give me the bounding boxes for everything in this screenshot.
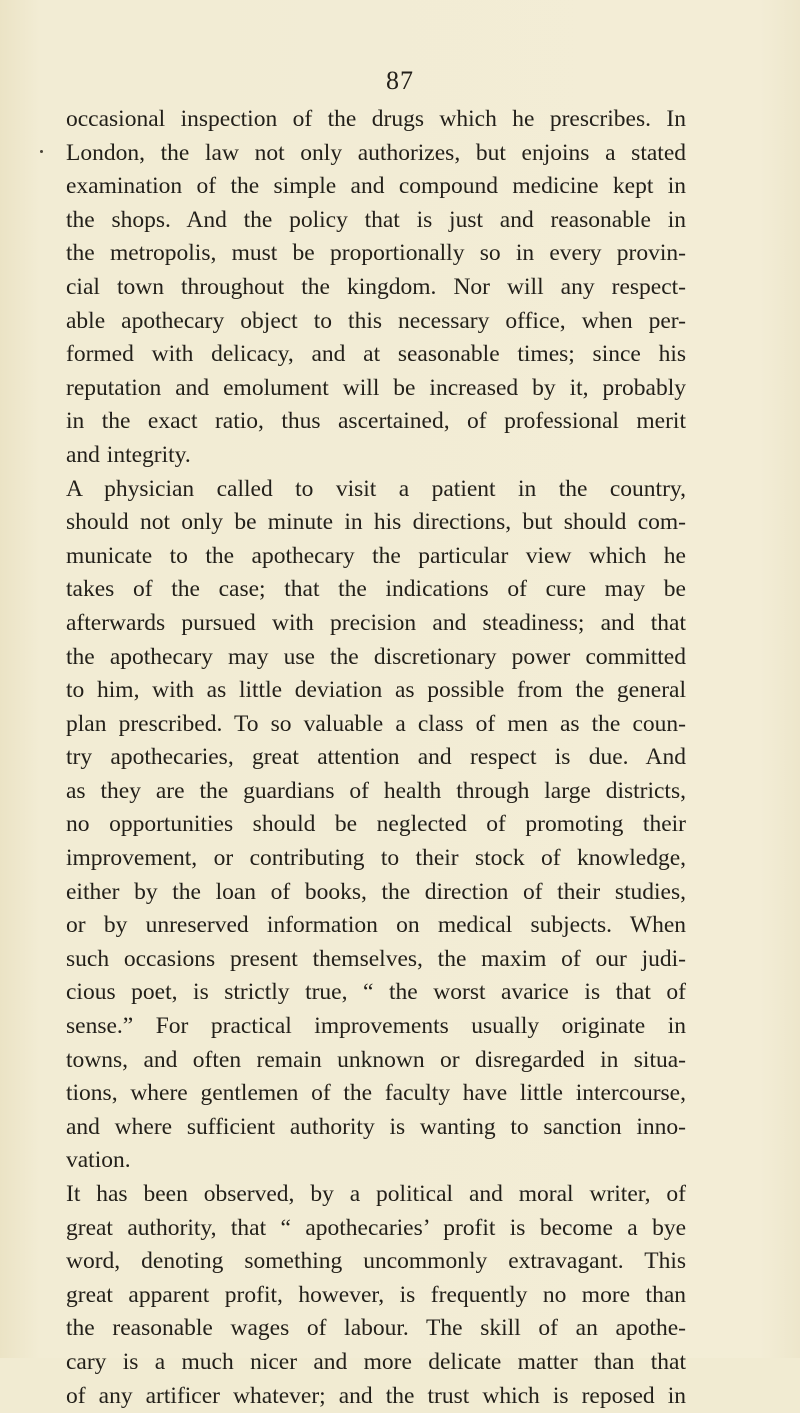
text-line: improvement, or contributing to their stock of knowledge, (66, 845, 686, 872)
margin-mark (40, 150, 43, 153)
text-line: such occasions present themselves, the maxim of our judi- (66, 945, 686, 972)
text-line: towns, and often remain unknown or disregarded in situa- (66, 1046, 686, 1073)
text-line: to him, with as little deviation as possible from the general (66, 677, 686, 704)
text-line: the metropolis, must be proportionally so in every provin- (66, 240, 686, 267)
text-line: examination of the simple and compound medicine kept in (66, 173, 686, 200)
text-line: occasional inspection of the drugs which he prescribes. In (66, 106, 686, 132)
text-line: takes of the case; that the indications of cure may be (66, 576, 686, 603)
text-line: the apothecary may use the discretionary power committed (66, 643, 686, 670)
text-line: should not only be minute in his directions, but should com- (66, 509, 686, 536)
text-line: tions, where gentlemen of the faculty have little intercourse, (66, 1080, 686, 1107)
text-line: the reasonable wages of labour. The skill of an apothe- (66, 1315, 686, 1342)
page-number: 87 (386, 66, 414, 95)
text-line: great apparent profit, however, is frequently no more than (66, 1281, 686, 1308)
text-line: municate to the apothecary the particular view which he (66, 542, 686, 569)
text-line: in the exact ratio, thus ascertained, of professional merit (66, 408, 686, 435)
text-line: able apothecary object to this necessary office, when per- (66, 307, 686, 334)
text-line: cious poet, is strictly true, “ the worst avarice is that of (66, 979, 686, 1006)
text-line: or by unreserved information on medical subjects. When (66, 912, 686, 939)
text-line: and integrity. (66, 441, 191, 468)
text-line: as they are the guardians of health through large districts, (66, 777, 686, 804)
text-line: either by the loan of books, the direction of their studies, (66, 878, 686, 905)
text-line: afterwards pursued with precision and steadiness; and that (66, 609, 686, 636)
text-line: cary is a much nicer and more delicate matter than that (66, 1348, 686, 1375)
body-text (66, 103, 686, 1413)
text-line: It has been observed, by a political and moral writer, of (66, 1181, 686, 1207)
text-line: A physician called to visit a patient in the country, (66, 475, 686, 502)
text-line: sense.” For practical improvements usually originate in (66, 1013, 686, 1040)
text-line: plan prescribed. To so valuable a class of men as the coun- (66, 710, 686, 737)
text-line: reputation and emolument will be increased by it, probably (66, 374, 686, 401)
text-line: try apothecaries, great attention and respect is due. And (66, 744, 686, 771)
text-line: word, denoting something uncommonly extravagant. This (66, 1248, 686, 1275)
text-line: London, the law not only authorizes, but enjoins a stated (66, 139, 686, 166)
text-line: formed with delicacy, and at seasonable times; since his (66, 341, 686, 368)
text-line: and where sufficient authority is wanting to sanction inno- (66, 1113, 686, 1140)
text-line: the shops. And the policy that is just and reasonable in (66, 206, 686, 233)
text-line: cial town throughout the kingdom. Nor will any respect- (66, 273, 686, 300)
text-line: vation. (66, 1147, 131, 1174)
text-line: great authority, that “ apothecaries’ profit is become a bye (66, 1214, 686, 1241)
text-line: no opportunities should be neglected of promoting their (66, 811, 686, 838)
text-line: of any artificer whatever; and the trust which is reposed in (66, 1382, 686, 1409)
